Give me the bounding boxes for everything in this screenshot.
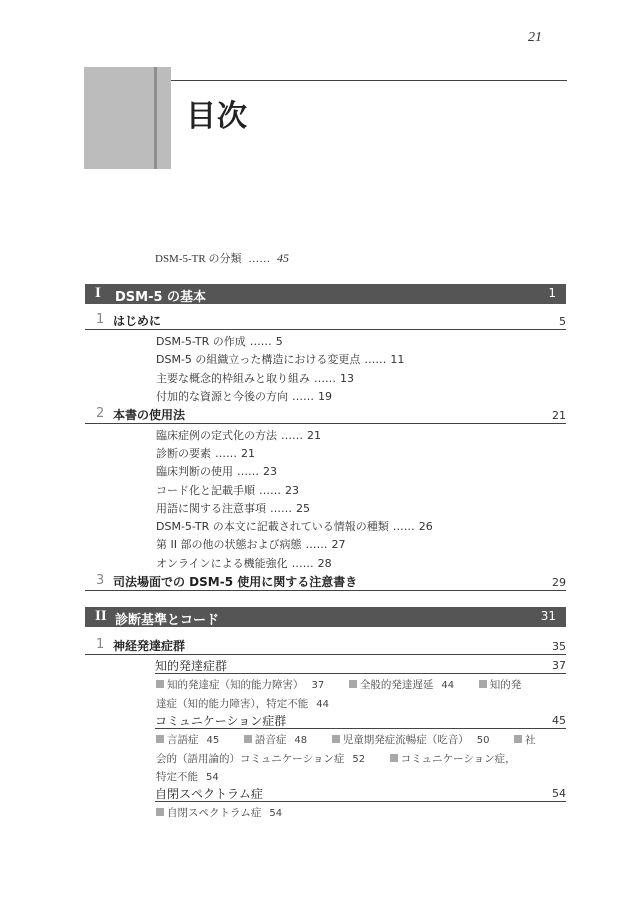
disorder-name: 言語症 xyxy=(167,735,199,746)
part-page: 31 xyxy=(540,609,556,623)
toc-entry[interactable] xyxy=(156,536,345,552)
entry-text: 用語に関する注意事項 xyxy=(156,502,266,515)
title-decoration-line xyxy=(154,67,157,169)
chapter-heading[interactable] xyxy=(85,312,566,330)
entry-page: 13 xyxy=(340,372,354,385)
disorder-line xyxy=(156,769,219,784)
disorder-line xyxy=(156,732,536,747)
entry-page: 19 xyxy=(318,390,332,403)
square-bullet-icon xyxy=(390,754,398,762)
entry-dots: …… xyxy=(248,253,271,265)
disorder-name: 特定不能 xyxy=(156,772,198,783)
chapter-heading[interactable] xyxy=(85,573,566,591)
disorder-item[interactable] xyxy=(156,680,324,691)
section-page: 45 xyxy=(552,714,566,727)
disorder-name: 社 xyxy=(525,735,536,746)
disorder-item[interactable] xyxy=(332,735,490,746)
title-decoration-block xyxy=(84,67,171,169)
entry-text: 主要な概念的枠組みと取り組み xyxy=(156,372,310,385)
section-heading[interactable] xyxy=(155,712,566,729)
toc-entry[interactable] xyxy=(156,370,354,386)
toc-entry[interactable] xyxy=(156,555,332,571)
disorder-page: 37 xyxy=(311,680,325,691)
entry-page: 26 xyxy=(418,520,433,533)
disorder-item[interactable] xyxy=(156,735,219,746)
part-title: 診断基準とコード xyxy=(115,613,220,628)
entry-text: DSM-5-TR の作成 xyxy=(156,335,246,348)
chapter-number: 2 xyxy=(96,406,105,421)
part-title: DSM-5 の基本 xyxy=(115,290,207,305)
disorder-name: 達症（知的能力障害），特定不能 xyxy=(156,699,309,710)
disorder-item[interactable] xyxy=(244,735,307,746)
disorder-item[interactable] xyxy=(514,735,536,746)
entry-page: 21 xyxy=(241,447,255,460)
disorder-item[interactable] xyxy=(479,680,522,691)
chapter-title: はじめに xyxy=(113,314,162,328)
toc-entry[interactable] xyxy=(156,463,277,479)
entry-text: コード化と記載手順 xyxy=(156,484,255,497)
entry-text: 第 II 部の他の状態および病態 xyxy=(156,538,302,551)
entry-dots: …… xyxy=(314,372,336,385)
toc-entry[interactable] xyxy=(156,518,433,534)
entry-page: 23 xyxy=(285,484,299,497)
part-roman: I xyxy=(95,285,101,301)
entry-text: DSM-5-TR の分類 xyxy=(155,253,242,265)
disorder-page: 54 xyxy=(206,772,219,783)
section-title: 自閉スペクトラム症 xyxy=(155,787,263,801)
disorder-item[interactable] xyxy=(156,699,329,710)
entry-dots: …… xyxy=(249,335,272,348)
entry-page: 27 xyxy=(331,538,346,551)
chapter-heading[interactable] xyxy=(85,406,566,424)
toc-entry[interactable] xyxy=(156,388,332,404)
entry-dots: …… xyxy=(259,484,281,497)
entry-text: 付加的な資源と今後の方向 xyxy=(156,390,288,403)
square-bullet-icon xyxy=(156,808,164,816)
square-bullet-icon xyxy=(156,735,164,743)
toc-entry[interactable] xyxy=(156,427,321,443)
entry-page: 5 xyxy=(275,335,283,348)
square-bullet-icon xyxy=(156,680,164,688)
section-heading[interactable] xyxy=(155,785,566,802)
disorder-page: 44 xyxy=(316,699,329,710)
page-number: 21 xyxy=(528,30,542,45)
disorder-item[interactable] xyxy=(390,754,516,765)
disorder-page: 44 xyxy=(441,680,455,691)
chapter-heading[interactable] xyxy=(85,637,566,655)
entry-dots: …… xyxy=(292,390,314,403)
disorder-item[interactable] xyxy=(156,772,219,783)
disorder-item[interactable] xyxy=(156,808,282,819)
disorder-line xyxy=(156,696,329,711)
chapter-number: 1 xyxy=(96,312,105,327)
disorder-page: 52 xyxy=(352,754,366,765)
toc-entry[interactable] xyxy=(156,333,283,349)
entry-text: オンラインによる機能強化 xyxy=(156,557,288,570)
chapter-number: 3 xyxy=(96,573,105,588)
disorder-name: コミュニケーション症， xyxy=(400,754,516,765)
entry-page: 23 xyxy=(263,465,277,478)
disorder-item[interactable] xyxy=(349,680,454,691)
entry-dots: …… xyxy=(364,353,387,366)
part-heading-1[interactable] xyxy=(85,284,566,304)
entry-dots: …… xyxy=(291,557,314,570)
entry-page: 21 xyxy=(307,429,321,442)
section-heading[interactable] xyxy=(155,657,566,674)
entry-text: 臨床症例の定式化の方法 xyxy=(156,429,277,442)
disorder-line xyxy=(156,677,521,692)
chapter-title: 本書の使用法 xyxy=(113,408,186,422)
disorder-name: 会的（語用論的）コミュニケーション症 xyxy=(156,754,345,765)
toc-entry[interactable] xyxy=(156,482,299,498)
disorder-name: 知的発 xyxy=(489,680,522,691)
chapter-number: 1 xyxy=(96,637,105,652)
disorder-line xyxy=(156,751,516,766)
disorder-name: 自閉スペクトラム症 xyxy=(167,808,262,819)
entry-page: 25 xyxy=(296,502,310,515)
chapter-page: 35 xyxy=(552,640,566,653)
toc-entry[interactable] xyxy=(156,500,310,516)
disorder-page: 48 xyxy=(294,735,308,746)
entry-dots: …… xyxy=(237,465,259,478)
entry-dots: …… xyxy=(215,447,237,460)
section-page: 37 xyxy=(552,659,566,672)
entry-page: 11 xyxy=(390,353,405,366)
disorder-name: 全般的発達遅延 xyxy=(359,680,434,691)
section-page: 54 xyxy=(552,787,566,800)
disorder-page: 50 xyxy=(476,735,490,746)
entry-page: 45 xyxy=(276,251,289,265)
page-title: 目次 xyxy=(186,99,248,134)
part-heading-2[interactable] xyxy=(85,607,566,627)
square-bullet-icon xyxy=(349,680,357,688)
toc-entry-classification[interactable] xyxy=(155,250,289,266)
entry-text: DSM-5 の組織立った構造における変更点 xyxy=(156,353,361,366)
square-bullet-icon xyxy=(332,735,340,743)
chapter-title: 司法場面での DSM-5 使用に関する注意書き xyxy=(113,575,358,589)
square-bullet-icon xyxy=(479,680,487,688)
square-bullet-icon xyxy=(244,735,252,743)
entry-text: DSM-5-TR の本文に記載されている情報の種類 xyxy=(156,520,389,533)
disorder-line xyxy=(156,805,282,820)
disorder-page: 54 xyxy=(269,808,283,819)
disorder-page: 45 xyxy=(206,735,220,746)
section-title: 知的発達症群 xyxy=(155,659,228,673)
disorder-name: 児童期発症流暢症（吃音） xyxy=(342,735,469,746)
section-title: コミュニケーション症群 xyxy=(155,714,287,728)
disorder-item[interactable] xyxy=(156,754,365,765)
entry-dots: …… xyxy=(392,520,415,533)
part-page: 1 xyxy=(548,286,556,300)
chapter-page: 21 xyxy=(552,409,566,422)
disorder-name: 語音症 xyxy=(254,735,287,746)
entry-page: 28 xyxy=(317,557,332,570)
entry-dots: …… xyxy=(270,502,292,515)
chapter-page: 29 xyxy=(552,576,566,589)
entry-text: 診断の要素 xyxy=(156,447,211,460)
entry-dots: …… xyxy=(305,538,328,551)
title-rule xyxy=(171,80,567,81)
chapter-page: 5 xyxy=(559,315,566,328)
toc-entry[interactable] xyxy=(156,445,255,461)
toc-entry[interactable] xyxy=(156,351,404,367)
part-roman: II xyxy=(95,608,107,624)
entry-text: 臨床判断の使用 xyxy=(156,465,233,478)
chapter-title: 神経発達症群 xyxy=(113,639,186,653)
disorder-name: 知的発達症（知的能力障害） xyxy=(167,680,304,691)
entry-dots: …… xyxy=(281,429,303,442)
square-bullet-icon xyxy=(514,735,522,743)
